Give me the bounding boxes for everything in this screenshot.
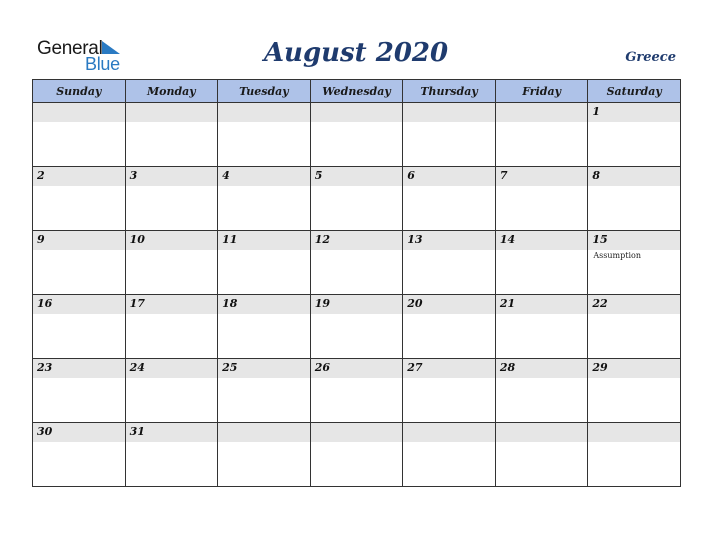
day-number-bar	[496, 103, 588, 122]
day-cell	[495, 103, 588, 167]
day-cell	[403, 359, 496, 423]
day-cell	[403, 231, 496, 295]
day-number-bar	[218, 231, 310, 250]
day-cell	[33, 295, 126, 359]
day-number-bar	[33, 423, 125, 442]
day-cell	[33, 167, 126, 231]
day-number: 23	[37, 361, 53, 374]
week-row	[33, 231, 681, 295]
day-number-bar	[218, 167, 310, 186]
day-number-bar	[33, 295, 125, 314]
day-number-bar	[588, 423, 680, 442]
day-number: 3	[129, 169, 138, 182]
day-cell	[218, 423, 311, 487]
day-number: 2	[37, 169, 45, 182]
day-number: 8	[592, 169, 601, 182]
day-number-bar	[496, 359, 588, 378]
day-number: 5	[314, 169, 323, 182]
day-number-bar	[311, 295, 403, 314]
day-number-bar	[218, 295, 310, 314]
day-number: 17	[129, 297, 145, 310]
day-number-bar	[403, 167, 495, 186]
day-cell	[33, 231, 126, 295]
day-cell	[588, 231, 681, 295]
day-cell	[218, 359, 311, 423]
day-cell	[125, 231, 218, 295]
weekday-header-monday: Monday	[125, 80, 218, 103]
day-cell	[33, 423, 126, 487]
day-number-bar	[33, 359, 125, 378]
day-cell	[403, 423, 496, 487]
day-number-bar	[126, 167, 218, 186]
day-number-bar	[33, 103, 125, 122]
day-cell	[310, 423, 403, 487]
day-number-bar	[496, 423, 588, 442]
day-number: 29	[592, 361, 608, 374]
day-cell	[310, 103, 403, 167]
day-cell	[495, 167, 588, 231]
day-cell	[310, 167, 403, 231]
day-number: 11	[222, 233, 238, 246]
week-row	[33, 295, 681, 359]
day-cell	[495, 423, 588, 487]
day-number-bar	[588, 167, 680, 186]
day-number-bar	[588, 231, 680, 250]
day-cell	[33, 103, 126, 167]
logo-text-general: General	[37, 38, 103, 59]
day-cell	[310, 231, 403, 295]
weekday-header-wednesday: Wednesday	[310, 80, 403, 103]
day-number: 14	[499, 233, 516, 246]
day-number-bar	[218, 423, 310, 442]
day-number: 15	[592, 233, 608, 246]
week-row	[33, 423, 681, 487]
day-cell	[218, 167, 311, 231]
day-number-bar	[33, 231, 125, 250]
day-number: 31	[129, 425, 145, 438]
day-cell	[218, 103, 311, 167]
day-cell	[588, 423, 681, 487]
calendar-grid	[32, 79, 681, 487]
day-cell	[588, 103, 681, 167]
day-cell	[495, 359, 588, 423]
day-number: 1	[592, 105, 601, 118]
day-cell	[218, 295, 311, 359]
day-number-bar	[33, 167, 125, 186]
day-number: 19	[314, 297, 330, 310]
day-number-bar	[126, 423, 218, 442]
day-number-bar	[311, 167, 403, 186]
day-cell	[588, 167, 681, 231]
day-number-bar	[403, 103, 495, 122]
calendar-title: August 2020	[263, 38, 449, 68]
day-number-bar	[126, 231, 218, 250]
weekday-header-thursday: Thursday	[403, 80, 496, 103]
country-label: Greece	[625, 50, 676, 65]
day-number: 27	[407, 361, 423, 374]
day-number: 21	[499, 297, 516, 310]
day-number: 7	[499, 169, 508, 182]
day-number: 30	[37, 425, 53, 438]
day-number: 12	[314, 233, 330, 246]
day-number: 24	[129, 361, 145, 374]
day-number-bar	[403, 359, 495, 378]
day-number: 20	[407, 297, 423, 310]
day-number-bar	[588, 359, 680, 378]
day-number: 13	[407, 233, 423, 246]
day-cell	[495, 295, 588, 359]
day-number-bar	[126, 359, 218, 378]
day-cell	[218, 231, 311, 295]
day-number-bar	[126, 295, 218, 314]
day-cell	[310, 295, 403, 359]
day-number-bar	[126, 103, 218, 122]
day-number: 18	[222, 297, 238, 310]
logo-text-blue: Blue	[85, 54, 120, 74]
day-number: 10	[129, 233, 145, 246]
day-cell	[495, 231, 588, 295]
day-number: 6	[407, 169, 415, 182]
day-cell	[125, 103, 218, 167]
day-cell	[403, 103, 496, 167]
day-number: 26	[314, 361, 330, 374]
day-number-bar	[403, 295, 495, 314]
day-number-bar	[311, 359, 403, 378]
day-number-bar	[311, 103, 403, 122]
day-cell	[588, 295, 681, 359]
day-number-bar	[496, 231, 588, 250]
day-number-bar	[588, 295, 680, 314]
day-number: 4	[222, 169, 230, 182]
day-number-bar	[496, 295, 588, 314]
day-cell	[125, 423, 218, 487]
day-number-bar	[403, 231, 495, 250]
day-number-bar	[311, 423, 403, 442]
weekday-header-tuesday: Tuesday	[218, 80, 311, 103]
day-number-bar	[496, 167, 588, 186]
day-number-bar	[218, 103, 310, 122]
day-number-bar	[403, 423, 495, 442]
day-number: 25	[222, 361, 238, 374]
week-row	[33, 103, 681, 167]
day-number-bar	[311, 231, 403, 250]
day-cell	[125, 359, 218, 423]
week-row	[33, 359, 681, 423]
day-cell	[125, 295, 218, 359]
weekday-header-saturday: Saturday	[588, 80, 681, 103]
day-cell	[403, 167, 496, 231]
day-cell	[125, 167, 218, 231]
weekday-header-sunday: Sunday	[33, 80, 126, 103]
day-number: 16	[37, 297, 53, 310]
weekday-header-row	[33, 80, 681, 103]
holiday-label: Assumption	[593, 251, 641, 260]
day-cell	[403, 295, 496, 359]
day-number-bar	[218, 359, 310, 378]
week-row	[33, 167, 681, 231]
day-number-bar	[588, 103, 680, 122]
day-number: 28	[499, 361, 516, 374]
weekday-header-friday: Friday	[495, 80, 588, 103]
day-cell	[33, 359, 126, 423]
day-number: 9	[37, 233, 45, 246]
day-cell	[588, 359, 681, 423]
day-cell	[310, 359, 403, 423]
day-number: 22	[592, 297, 608, 310]
